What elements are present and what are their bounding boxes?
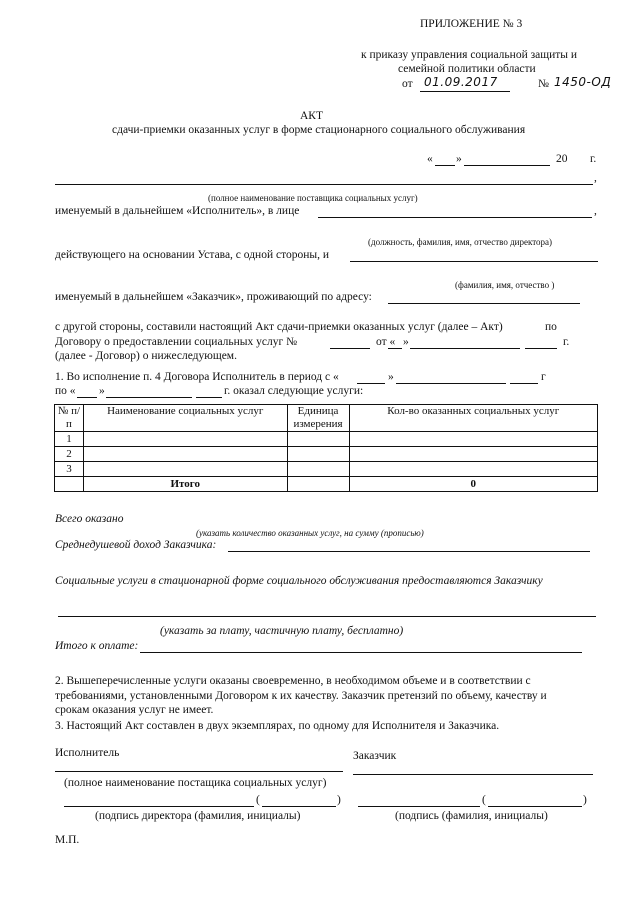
clause1-quote-close: » xyxy=(388,371,394,383)
clause3-text: 3. Настоящий Акт составлен в двух экземплярах, по одному для Исполнителя и Заказчика. xyxy=(55,720,500,732)
clause2-line3: срокам оказания услуг не имеет. xyxy=(55,704,214,716)
customer-paren-open: ( xyxy=(482,794,486,806)
row-number: 3 xyxy=(55,462,84,477)
period-start-day-field xyxy=(357,383,385,384)
appendix-label: ПРИЛОЖЕНИЕ № 3 xyxy=(420,18,523,30)
order-date-handwritten: 01.09.2017 xyxy=(424,75,498,89)
order-date-underline xyxy=(420,91,510,92)
row-service-name xyxy=(83,432,287,447)
executor-provider-field xyxy=(55,771,343,772)
row-unit xyxy=(287,432,349,447)
clause1-line2-close: » xyxy=(99,385,105,397)
director-signature-hint: (подпись директора (фамилия, инициалы) xyxy=(95,810,301,822)
contract-year-field xyxy=(525,348,557,349)
date-year-prefix: 20 xyxy=(556,153,568,165)
director-hint: (должность, фамилия, имя, отчество директора) xyxy=(368,237,553,247)
table-row xyxy=(55,447,598,462)
period-start-month-field xyxy=(396,383,506,384)
director-initials-field xyxy=(262,806,336,807)
total-spacer xyxy=(55,477,84,492)
services-provided-text: Социальные услуги в стационарной форме социального обслуживания предоставляются Заказчику xyxy=(55,575,543,587)
services-provided-field xyxy=(58,616,596,617)
total-provided-label: Всего оказано xyxy=(55,513,124,525)
row-number: 2 xyxy=(55,447,84,462)
charter-text: действующего на основании Устава, с одной стороны, и xyxy=(55,249,329,261)
average-income-label: Среднедушевой доход Заказчика: xyxy=(55,539,217,551)
agreement-line2: Договору о предоставлении социальных услуг № xyxy=(55,336,298,348)
director-comma: , xyxy=(594,205,597,217)
table-header-row xyxy=(55,405,598,432)
clause1-year-suffix: г xyxy=(541,371,546,383)
header-number: № п/п xyxy=(55,405,84,432)
total-unit xyxy=(287,477,349,492)
agreement-line1-po: по xyxy=(545,321,557,333)
row-quantity xyxy=(349,462,597,477)
order-number-handwritten: 1450-ОД xyxy=(554,75,612,89)
provider-comma: , xyxy=(594,172,597,184)
table-row xyxy=(55,462,598,477)
header-service-name: Наименование социальных услуг xyxy=(83,405,287,432)
table-row xyxy=(55,432,598,447)
row-service-name xyxy=(83,462,287,477)
customer-signature-hint: (подпись (фамилия, инициалы) xyxy=(395,810,548,822)
period-end-year-field xyxy=(196,397,222,398)
provider-name-hint: (полное наименование поставщика социальных услуг) xyxy=(208,193,418,203)
agreement-line1: с другой стороны, составили настоящий Акт сдачи-приемки оказанных услуг (далее – Акт) xyxy=(55,321,503,333)
payment-type-hint: (указать за плату, частичную плату, бесплатно) xyxy=(160,625,404,637)
executor-signature-label: Исполнитель xyxy=(55,747,120,759)
executor-provider-hint: (полное наименование постащика социальных услуг) xyxy=(64,777,327,789)
row-unit xyxy=(287,462,349,477)
agreement-year-suffix: г. xyxy=(563,336,570,348)
agreement-from-open: от « xyxy=(376,336,396,348)
executor-text: именуемый в дальнейшем «Исполнитель», в лице xyxy=(55,205,300,217)
table-total-row xyxy=(55,477,598,492)
customer-name-field xyxy=(350,261,598,262)
customer-text: именуемый в дальнейшем «Заказчик», проживающий по адресу: xyxy=(55,291,372,303)
customer-signature-field xyxy=(358,806,480,807)
seal-label: М.П. xyxy=(55,834,80,846)
total-label: Итого xyxy=(83,477,287,492)
clause1-line2-po: по « xyxy=(55,385,76,397)
row-quantity xyxy=(349,432,597,447)
agreement-from-close: » xyxy=(403,336,409,348)
date-month-field xyxy=(464,165,550,166)
total-value: 0 xyxy=(349,477,597,492)
date-quote-open: « xyxy=(427,153,433,165)
order-from-prefix: от xyxy=(402,78,413,90)
director-name-field xyxy=(318,217,592,218)
to-pay-field xyxy=(140,652,582,653)
average-income-field xyxy=(228,551,590,552)
clause2-line2: требованиями, установленными Договором к их качеству. Заказчик претензий по объему, качеству и xyxy=(55,690,547,702)
director-signature-field xyxy=(64,806,254,807)
customer-top-field xyxy=(353,774,593,775)
document-title: АКТ xyxy=(300,110,323,122)
row-quantity xyxy=(349,447,597,462)
customer-name-hint: (фамилия, имя, отчество ) xyxy=(455,280,555,290)
total-provided-hint: (указать количество оказанных услуг, на сумму (прописью) xyxy=(196,528,424,538)
customer-paren-close: ) xyxy=(583,794,587,806)
order-reference-line1: к приказу управления социальной защиты и xyxy=(361,49,578,61)
header-quantity: Кол-во оказанных социальных услуг xyxy=(349,405,597,432)
order-number-prefix: № xyxy=(538,78,549,90)
services-table xyxy=(54,404,598,492)
row-number: 1 xyxy=(55,432,84,447)
period-start-year-field xyxy=(510,383,538,384)
director-paren-close: ) xyxy=(337,794,341,806)
provider-name-field xyxy=(55,184,593,185)
row-service-name xyxy=(83,447,287,462)
director-paren-open: ( xyxy=(256,794,260,806)
order-reference-line2: семейной политики области xyxy=(398,63,536,75)
document-subtitle: сдачи-приемки оказанных услуг в форме стационарного социального обслуживания xyxy=(112,124,526,136)
customer-initials-field xyxy=(488,806,582,807)
to-pay-label: Итого к оплате: xyxy=(55,640,139,652)
clause1-line1: 1. Во исполнение п. 4 Договора Исполнитель в период с « xyxy=(55,371,339,383)
contract-day-field xyxy=(388,348,402,349)
agreement-line3: (далее - Договор) о нижеследующем. xyxy=(55,350,237,362)
date-year-suffix: г. xyxy=(590,153,597,165)
customer-address-field xyxy=(388,303,580,304)
contract-month-field xyxy=(410,348,520,349)
contract-number-field xyxy=(330,348,370,349)
row-unit xyxy=(287,447,349,462)
customer-signature-label: Заказчик xyxy=(353,750,397,762)
period-end-month-field xyxy=(106,397,192,398)
period-end-day-field xyxy=(77,397,97,398)
date-day-field xyxy=(435,165,455,166)
clause1-line2-tail: г. оказал следующие услуги: xyxy=(224,385,364,397)
clause2-line1: 2. Вышеперечисленные услуги оказаны своевременно, в необходимом объеме и в соответствии с xyxy=(55,675,531,687)
header-unit: Единица измерения xyxy=(287,405,349,432)
date-quote-close: » xyxy=(456,153,462,165)
